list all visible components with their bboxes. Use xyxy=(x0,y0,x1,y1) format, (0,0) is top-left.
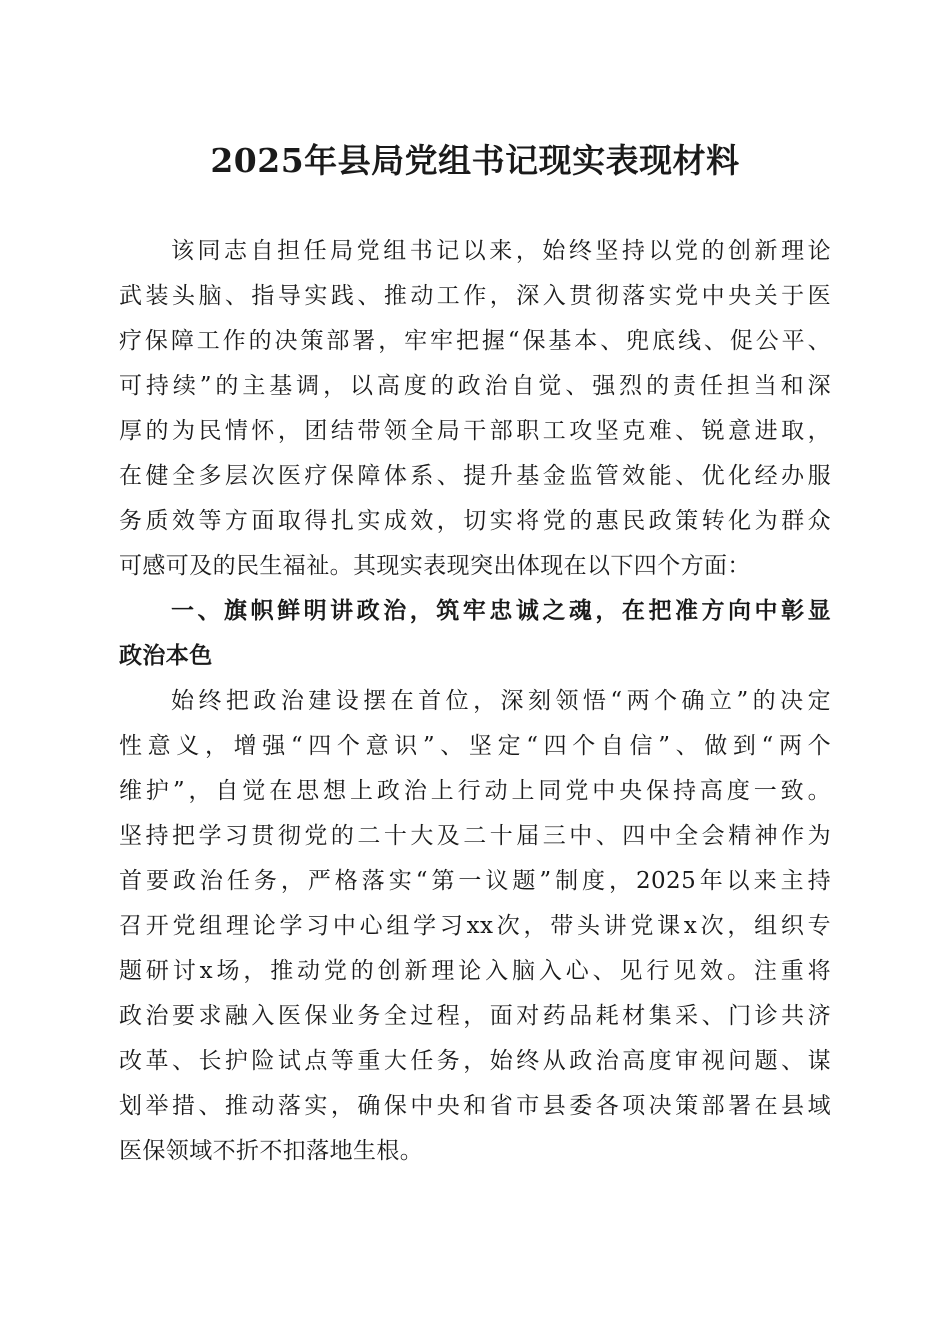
paragraph-2-line: 改革、长护险试点等重大任务，始终从政治高度审视问题、谋 xyxy=(119,1048,831,1074)
section-heading-1: 一、旗帜鲜明讲政治，筑牢忠诚之魂，在把准方向中彰显 xyxy=(171,598,831,624)
paragraph-2-line: 维护”，自觉在思想上政治上行动上同党中央保持高度一致。 xyxy=(119,778,831,804)
paragraph-2-line: 政治要求融入医保业务全过程，面对药品耗材集采、门诊共济 xyxy=(119,1003,831,1029)
paragraph-1-line: 该同志自担任局党组书记以来，始终坚持以党的创新理论 xyxy=(171,238,831,264)
paragraph-2-line: 首要政治任务，严格落实“第一议题”制度，2025年以来主持 xyxy=(119,868,831,894)
paragraph-2-line: 召开党组理论学习中心组学习xx次，带头讲党课x次，组织专 xyxy=(119,913,831,939)
document-body xyxy=(119,229,831,1174)
paragraph-2-line: 题研讨x场，推动党的创新理论入脑入心、见行见效。注重将 xyxy=(119,958,831,984)
paragraph-1-line: 厚的为民情怀，团结带领全局干部职工攻坚克难、锐意进取， xyxy=(119,418,831,444)
document-title: 2025年县局党组书记现实表现材料 xyxy=(210,141,740,180)
paragraph-1-line: 疗保障工作的决策部署，牢牢把握“保基本、兜底线、促公平、 xyxy=(119,328,831,354)
paragraph-1-line: 可感可及的民生福祉。其现实表现突出体现在以下四个方面： xyxy=(119,553,751,579)
paragraph-2-line: 坚持把学习贯彻党的二十大及二十届三中、四中全会精神作为 xyxy=(119,823,831,849)
paragraph-2-line: 性意义，增强“四个意识”、坚定“四个自信”、做到“两个 xyxy=(119,733,831,759)
paragraph-2-line: 划举措、推动落实，确保中央和省市县委各项决策部署在县域 xyxy=(119,1093,831,1119)
paragraph-1-line: 在健全多层次医疗保障体系、提升基金监管效能、优化经办服 xyxy=(119,463,831,489)
paragraph-1-line: 可持续”的主基调，以高度的政治自觉、强烈的责任担当和深 xyxy=(119,373,831,399)
section-heading-1-cont: 政治本色 xyxy=(119,643,213,669)
paragraph-2-line: 医保领域不折不扣落地生根。 xyxy=(119,1138,424,1164)
paragraph-1-line: 武装头脑、指导实践、推动工作，深入贯彻落实党中央关于医 xyxy=(119,283,831,309)
paragraph-2-line: 始终把政治建设摆在首位，深刻领悟“两个确立”的决定 xyxy=(171,688,831,714)
paragraph-1-line: 务质效等方面取得扎实成效，切实将党的惠民政策转化为群众 xyxy=(119,508,831,534)
